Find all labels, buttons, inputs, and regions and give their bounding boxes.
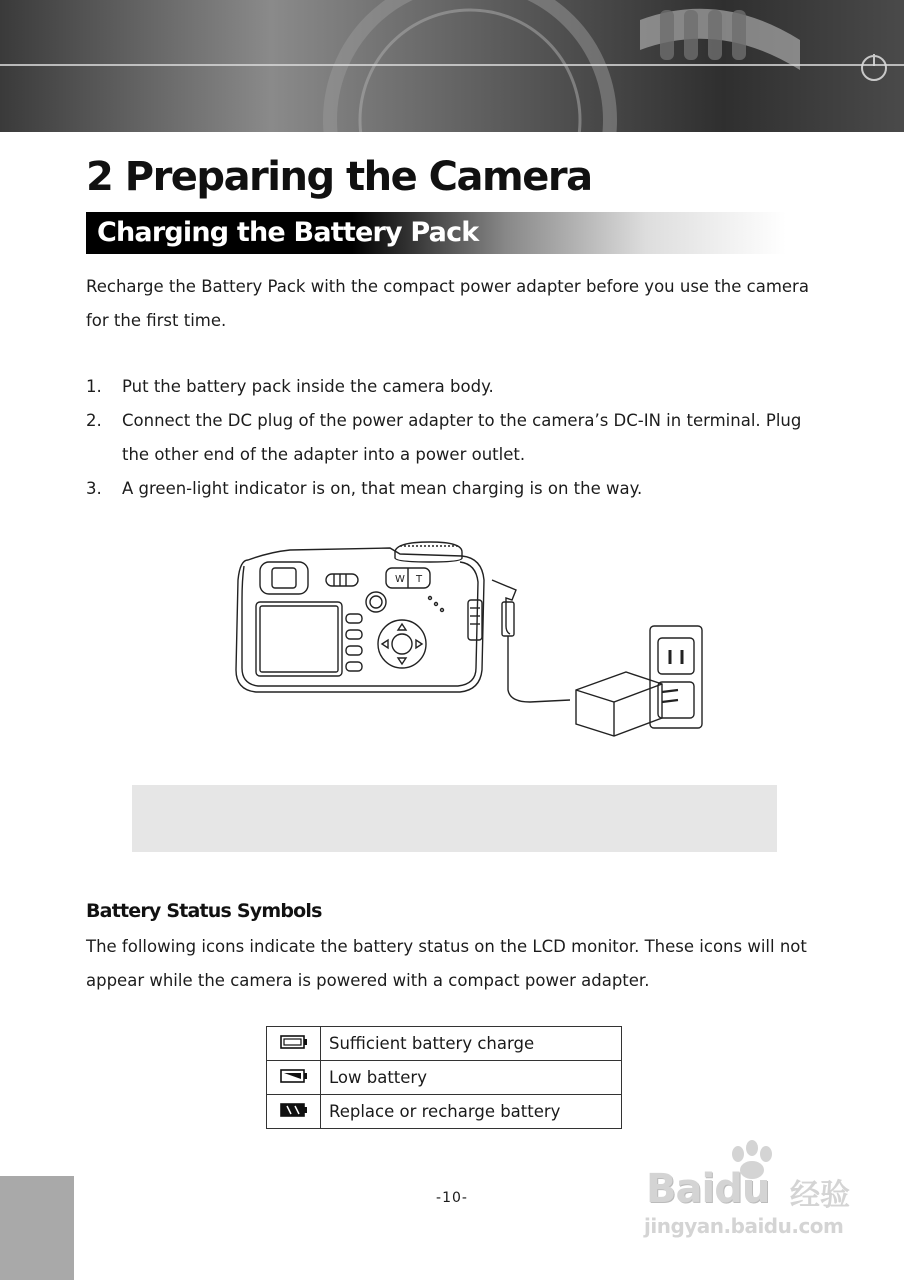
power-adapter	[576, 672, 662, 736]
steps-list	[86, 370, 826, 506]
page-number: -10-	[436, 1190, 468, 1206]
lcd-screen	[256, 602, 342, 676]
dc-plug	[492, 580, 516, 634]
intro-paragraph: Recharge the Battery Pack with the compact power adapter before you use the camera for the first time.	[86, 277, 809, 330]
zoom-tele-label: T	[416, 574, 423, 585]
battery-low-icon	[267, 1061, 321, 1095]
zoom-wide-label: W	[395, 574, 405, 585]
step-text: Connect the DC plug of the power adapter to the camera’s DC-IN in terminal. Plug the other end of the adapter into a power outlet.	[122, 411, 802, 464]
table-row	[267, 1027, 622, 1061]
step-text: A green-light indicator is on, that mean charging is on the way.	[122, 479, 643, 498]
battery-status-label: Replace or recharge battery	[321, 1095, 622, 1129]
camera-charging-illustration	[230, 540, 720, 740]
battery-status-table	[266, 1026, 622, 1129]
battery-full-icon	[267, 1027, 321, 1061]
side-button	[346, 662, 362, 671]
watermark-brand: Baidu	[646, 1166, 770, 1212]
menu-button	[366, 592, 386, 612]
viewfinder	[260, 562, 308, 594]
section-title: Charging the Battery Pack	[97, 217, 479, 248]
step-item	[86, 404, 826, 472]
battery-status-heading: Battery Status Symbols	[86, 900, 322, 922]
adapter-cable	[508, 636, 570, 702]
step-number: 3.	[86, 479, 102, 498]
header-divider	[0, 64, 904, 66]
side-button	[346, 630, 362, 639]
step-number: 1.	[86, 377, 102, 396]
step-number: 2.	[86, 411, 102, 430]
note-box	[132, 785, 777, 852]
side-button	[346, 614, 362, 623]
chapter-title: 2 Preparing the Camera	[86, 154, 592, 200]
navigation-pad	[378, 620, 426, 668]
table-row	[267, 1061, 622, 1095]
watermark-cn: 经验	[790, 1178, 850, 1213]
mode-switch	[326, 574, 358, 586]
battery-status-label: Sufficient battery charge	[321, 1027, 622, 1061]
mode-dial	[395, 542, 462, 562]
battery-status-label: Low battery	[321, 1061, 622, 1095]
side-button	[346, 646, 362, 655]
table-row	[267, 1095, 622, 1129]
camera-banner-graphic	[0, 0, 904, 132]
header-banner	[0, 0, 904, 132]
battery-status-description: The following icons indicate the battery status on the LCD monitor. These icons will not appear while the camera is powered with a compact power adapter.	[86, 937, 807, 990]
battery-empty-icon	[267, 1095, 321, 1129]
step-text: Put the battery pack inside the camera body.	[122, 377, 494, 396]
step-item	[86, 370, 826, 404]
watermark-url: jingyan.baidu.com	[644, 1214, 844, 1238]
baidu-watermark	[640, 1140, 870, 1250]
step-item	[86, 472, 826, 506]
